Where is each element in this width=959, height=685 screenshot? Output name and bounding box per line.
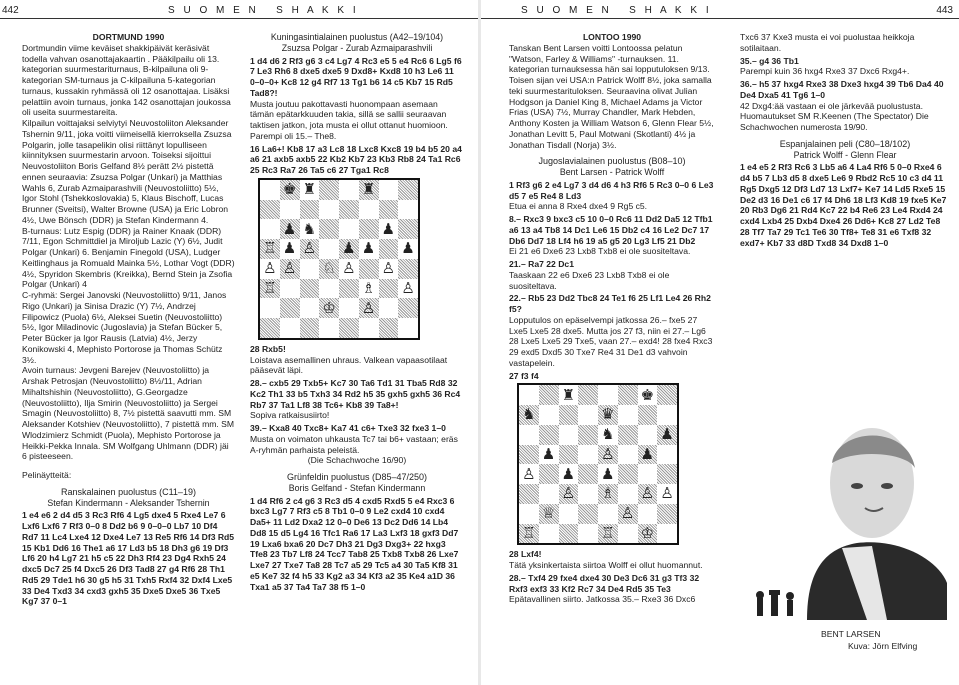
board-square bbox=[398, 239, 418, 259]
board-square bbox=[398, 259, 418, 279]
annotation: Ei 21 e6 Dxe6 23 Lxb8 Txb8 ei ole suositeltava. bbox=[509, 246, 691, 257]
chess-piece: ♘ bbox=[322, 259, 336, 278]
board-square bbox=[379, 219, 399, 239]
paragraph: C-ryhmä: Sergei Janovski (Neuvostoliitto) 9/11, Janos Rigo (Unkari) ja Sinisa Drazic (Y) 7½, Andrzej Filipowicz (Puola) 6½, Aleksei Suetin (Neuvostoliitto) 5½, Igor Miladinovic (Jugoslavia) ja Stefan Bücker 5, Peter Bücker ja Igor Rausis (Latvia) 4½, Jerzy Konikowski 4, Mephisto Portorose ja Thomas Schütz 3½. bbox=[22, 290, 229, 365]
board-square bbox=[519, 484, 539, 504]
board-square bbox=[519, 504, 539, 524]
source-note: (Die Schachwoche 16/90) bbox=[307, 455, 407, 466]
board-square bbox=[598, 504, 618, 524]
board-square bbox=[339, 279, 359, 299]
chess-piece: ♟ bbox=[660, 425, 674, 444]
board-square bbox=[280, 298, 300, 318]
board-square bbox=[260, 239, 280, 259]
chess-piece: ♔ bbox=[640, 523, 655, 542]
board-square bbox=[280, 259, 300, 279]
chess-diagram bbox=[258, 178, 420, 340]
chess-piece: ♙ bbox=[381, 259, 396, 278]
game-players: Boris Gelfand - Stefan Kindermann bbox=[288, 482, 426, 493]
board-square bbox=[618, 425, 638, 445]
board-square bbox=[260, 318, 280, 338]
chess-piece: ♙ bbox=[620, 504, 635, 523]
board-square bbox=[300, 239, 320, 259]
board-square bbox=[638, 425, 658, 445]
board-square bbox=[319, 279, 339, 299]
board-square bbox=[638, 464, 658, 484]
board-square bbox=[300, 298, 320, 318]
board-square bbox=[539, 385, 559, 405]
article-heading: DORTMUND 1990 bbox=[92, 32, 165, 42]
board-square bbox=[559, 385, 579, 405]
board-square bbox=[638, 445, 658, 465]
board-square bbox=[657, 524, 677, 544]
board-square bbox=[339, 239, 359, 259]
game-moves: 1 d4 Rf6 2 c4 g6 3 Rc3 d5 4 cxd5 Rxd5 5 e4 Rxc3 6 bxc3 Lg7 7 Rf3 c5 8 Tb1 0–0 9 Le2 cxd4 10 cxd4 Da5+ 11 Ld2 Dxa2 12 0–0 Dе6 13 Dc2 Dd6 14 Lb4 Dd8 15 d5 Lg4 16 Tfc1 Ra6 17 La3 Lxf3 18 gxf3 Dd7 19 Lxa6 bxa6 20 Dc7 Dh3 21 Dg3 Dxg3+ 22 hxg3 Tfe8 23 Tb7 Lf8 24 Tcc7 Tab8 25 Txb8 Txb8 26 Lxe7 Lxe7 27 Txe7 Ta8 28 Tc7 a5 29 Tc5 a4 30 Ta5 Kf8 31 e5 Ke7 32 f4 h5 33 Kg2 a3 34 Kf3 a2 35 Ke4 a1D 36 Txa1 a5 37 Ta4 Ta7 38 f5 1–0 bbox=[250, 495, 461, 592]
board-square bbox=[559, 425, 579, 445]
magazine-title-left: S U O M E N S H A K K I bbox=[168, 5, 359, 16]
board-square bbox=[260, 219, 280, 239]
chess-piece: ♟ bbox=[561, 464, 576, 483]
annotation: Musta joutuu pakottavasti huonompaan asemaan tämän epätarkkuuden takia, sillä se sallii seuraavan taktisen jatkon, jota musta ei ollut ottanut huomioon. Parempi oli 15.– The8. bbox=[250, 98, 451, 141]
board-square bbox=[519, 445, 539, 465]
annotation: Musta on voimaton uhkausta Tc7 tai b6+ vastaan; eräs A-ryhmän parhaista peleistä. bbox=[250, 433, 460, 455]
board-square bbox=[638, 385, 658, 405]
board-square bbox=[598, 385, 618, 405]
board-square bbox=[578, 504, 598, 524]
board-square bbox=[359, 259, 379, 279]
board-square bbox=[539, 464, 559, 484]
board-square bbox=[657, 445, 677, 465]
board-square bbox=[657, 464, 677, 484]
diagram-caption: 28 Lxf4! bbox=[509, 549, 542, 560]
board-square bbox=[280, 239, 300, 259]
chess-piece: ♟ bbox=[361, 239, 376, 258]
board-square bbox=[519, 464, 539, 484]
game-title: Ranskalainen puolustus (C11–19) bbox=[61, 486, 196, 497]
board-square bbox=[280, 279, 300, 299]
photo-caption: BENT LARSEN bbox=[821, 629, 881, 639]
game-moves: 28.– cxb5 29 Txb5+ Kc7 30 Ta6 Td1 31 Tba5 Rd8 32 Kc2 Th1 33 b5 Txh3 34 Rd2 h5 35 gxh5 gxh5 36 Rc4 Rb7 37 Ta1 Lf8 38 Tc6+ Kb8 39 Ta8+! bbox=[250, 378, 463, 410]
game-players: Stefan Kindermann - Aleksander Tshernin bbox=[47, 497, 210, 508]
chess-piece: ♙ bbox=[282, 259, 297, 278]
board-square bbox=[359, 239, 379, 259]
board-square bbox=[339, 200, 359, 220]
annotation: Lopputulos on epäselvempi jatkossa 26.– fxe5 27 Lxe5 Lxe5 28 dxe5. Mutta jos 27 f3, niin ei 27.– Lg6 28 Lxe5 Lxe5 29 Txe5, vaan 27.– exd4! 28 fxe4 Rxc3 29 exd5 Dxd5 30 Txe7 Re4 31 De1 d3 vahvoin vastapelein. bbox=[509, 314, 715, 368]
board-square bbox=[598, 464, 618, 484]
board-square bbox=[618, 445, 638, 465]
game-players: Zsuzsa Polgar - Zurab Azmaiparashvili bbox=[281, 42, 433, 53]
annotation: Tätä yksinkertaista siirtoa Wolff ei ollut huomannut. bbox=[509, 560, 703, 570]
board-square bbox=[379, 239, 399, 259]
board-square bbox=[280, 200, 300, 220]
chess-piece: ♟ bbox=[401, 239, 415, 258]
chess-piece: ♙ bbox=[361, 298, 376, 317]
annotation: Sopiva ratkaisusiirto! bbox=[250, 410, 330, 421]
chess-piece: ♕ bbox=[541, 504, 556, 523]
game-players: Patrick Wolff - Glenn Flear bbox=[793, 149, 897, 160]
game-column bbox=[740, 32, 950, 248]
chess-piece: ♗ bbox=[361, 278, 376, 297]
board-square bbox=[638, 484, 658, 504]
chess-piece: ♚ bbox=[640, 385, 655, 404]
board-square bbox=[539, 504, 559, 524]
annotation: Parempi kuin 36 hxg4 Rxe3 37 Dxc6 Rxg4+. bbox=[740, 66, 910, 77]
game-title: Espanjalainen peli (C80–18/102) bbox=[779, 138, 911, 149]
portrait-image bbox=[747, 408, 947, 620]
board-square bbox=[657, 425, 677, 445]
diagram-caption: 28 Rxb5! bbox=[250, 343, 286, 354]
chess-piece: ♟ bbox=[282, 239, 297, 258]
game-column bbox=[250, 32, 464, 592]
board-square bbox=[578, 385, 598, 405]
board-square bbox=[379, 180, 399, 200]
game-moves: 1 e4 e6 2 d4 d5 3 Rc3 Rf6 4 Lg5 dxe4 5 Rxe4 Le7 6 Lxf6 Lxf6 7 Rf3 0–0 8 Dd2 b6 9 0–0–0 Lb7 10 Df4 Rd7 11 Lc4 Lxe4 12 Dxe4 Le7 13 Re5 Rf6 14 Df3 Rd5 15 Kb1 Dd6 16 The1 a6 17 Ld3 b5 18 Dh3 g6 19 Df3 Lf6 20 h4 Lg7 21 h5 c5 22 Dh3 Rf4 23 Dg4 Rxh5 24 dxc5 Dc7 25 f4 Dxc5 26 Df3 Tad8 27 g4 Rf6 28 Th1 Rd5 29 Tde1 h6 30 g5 h5 31 Txh5 Rxf4 32 Dxf4 Lxe5 33 De4 Txd3 34 cxd3 gxh5 35 Dxe5 Dxe5 36 Txe5 Kg7 37 0–1 bbox=[22, 510, 237, 607]
board-square bbox=[359, 219, 379, 239]
game-moves: 28.– Txf4 29 fxe4 dxe4 30 De3 Dc6 31 g3 Tf3 32 Rxf3 exf3 33 Kf2 Rc7 34 De4 Rd5 35 Te3 bbox=[509, 572, 702, 594]
board-square bbox=[300, 279, 320, 299]
board-square bbox=[398, 219, 418, 239]
board-square bbox=[638, 524, 658, 544]
chess-piece: ♙ bbox=[302, 239, 317, 258]
game-title: Kuningasintialainen puolustus (A42–19/104) bbox=[270, 32, 444, 42]
chess-piece: ♙ bbox=[601, 444, 615, 463]
game-moves: 39.– Kxa8 40 Txc8+ Ka7 41 c6+ Txe3 32 fxe3 1–0 bbox=[250, 423, 446, 433]
board-square bbox=[398, 180, 418, 200]
board-square bbox=[319, 180, 339, 200]
chess-diagram bbox=[517, 383, 679, 545]
annotation: Epätavallinen siirto. Jatkossa 35.– Rxe3 36 Dxc6 bbox=[509, 594, 696, 605]
board-square bbox=[618, 484, 638, 504]
chess-piece: ♟ bbox=[640, 444, 655, 463]
chess-piece: ♟ bbox=[381, 219, 396, 238]
board-square bbox=[319, 318, 339, 338]
board-square bbox=[280, 219, 300, 239]
header-rule bbox=[0, 18, 478, 19]
board-square bbox=[559, 484, 579, 504]
board-square bbox=[319, 298, 339, 318]
board-square bbox=[379, 318, 399, 338]
board-square bbox=[280, 318, 300, 338]
board-square bbox=[657, 405, 677, 425]
left-page bbox=[0, 0, 478, 685]
board-square bbox=[539, 445, 559, 465]
board-square bbox=[280, 180, 300, 200]
chess-piece: ♖ bbox=[601, 523, 615, 542]
chess-piece: ♜ bbox=[361, 180, 376, 199]
page-number: 442 bbox=[2, 5, 19, 16]
board-square bbox=[339, 259, 359, 279]
sample-label: Pelinäytteitä: bbox=[22, 470, 72, 480]
board-square bbox=[359, 318, 379, 338]
board-square bbox=[319, 219, 339, 239]
game-players: Bent Larsen - Patrick Wolff bbox=[559, 167, 665, 177]
article-heading: LONTOO 1990 bbox=[582, 32, 642, 42]
board-square bbox=[300, 180, 320, 200]
game-moves: 21.– Ra7 22 Dc1 bbox=[509, 259, 574, 269]
board-square bbox=[578, 464, 598, 484]
chess-piece: ♖ bbox=[263, 278, 277, 297]
board-square bbox=[578, 405, 598, 425]
board-square bbox=[559, 504, 579, 524]
magazine-title-right: S U O M E N S H A K K I bbox=[521, 5, 712, 16]
chess-piece: ♖ bbox=[522, 523, 536, 542]
chess-piece: ♚ bbox=[282, 180, 297, 199]
annotation: Etua ei anna 8 Rxe4 dxe4 9 Rg5 c5. bbox=[509, 201, 648, 212]
paragraph: Kilpailun voittajaksi selviytyi Neuvostoliiton Aleksander Tshernin 9/11, joka voitti viimeisellä kierroksella Zsuzsa Polgarin, jolle tasapelikin olisi riittänyt lopulliseen kiinnityksen suurmestarin arvoon. Toiseksi sijoittui Neuvostoliiton Boris Gelfand 8½ perätt 2½ pistettä ennen seuraavia: Zsuzsa Polgar (Unkari) ja Matthias Wahls 6, Zurab Azmaiparashvili (Neuvostoliitto) 5½, Igor Stohl (Tshekkoslovakia) 5, Klaus Bischoff, Lucas Brunner (Sveitsi), Walter Browne (USA) ja Eric Lobron 4½, Uwe Bönsch (DDR) ja Stefan Kindermann 4. bbox=[22, 118, 234, 225]
board-square bbox=[319, 259, 339, 279]
board-square bbox=[519, 385, 539, 405]
board-square bbox=[578, 524, 598, 544]
board-square bbox=[559, 405, 579, 425]
article-column bbox=[22, 32, 235, 607]
header-rule bbox=[481, 18, 959, 19]
board-square bbox=[638, 405, 658, 425]
game-moves: 1 d4 d6 2 Rf3 g6 3 c4 Lg7 4 Rc3 e5 5 e4 Rc6 6 Lg5 f6 7 Le3 Rh6 8 dxe5 dxe5 9 Dxd8+ Kxd8 10 h3 Le6 11 0–0–0+ Kc8 12 g4 Rf7 13 Tg1 b6 14 c5 Kb7 15 Rd5 Tad8?! bbox=[250, 55, 464, 98]
game-moves: 1 Rf3 g6 2 e4 Lg7 3 d4 d6 4 h3 Rf6 5 Rc3 0–0 6 Le3 d5 7 e5 Re4 8 Ld3 bbox=[509, 179, 716, 201]
article-column bbox=[509, 32, 715, 605]
chess-piece: ♟ bbox=[541, 444, 556, 463]
board-square bbox=[339, 318, 359, 338]
board-square bbox=[539, 484, 559, 504]
board-square bbox=[319, 239, 339, 259]
game-title: Jugoslavialainen puolustus (B08–10) bbox=[538, 156, 686, 167]
board-square bbox=[260, 200, 280, 220]
board-square bbox=[519, 524, 539, 544]
board-square bbox=[618, 464, 638, 484]
board-square bbox=[339, 219, 359, 239]
chess-piece: ♙ bbox=[401, 278, 415, 297]
board-square bbox=[260, 259, 280, 279]
chess-piece: ♟ bbox=[342, 239, 356, 258]
paragraph: B-turnaus: Lutz Espig (DDR) ja Rainer Knaak (DDR) 7/11, Egon Schmittdiel ja Miroljub Lazic (Y) 6½, Judit Polgar (Unkari) 6. Benjamin Finegold (USA), Ludger Keitlinghaus ja Romuald Mainka 5½, Lothar Vogt (DDR) 4½, Spyridon Skembris (Kreikka), Bernd Stein ja Zsofia Polgar (Unkari) 4 bbox=[22, 225, 237, 290]
game-moves: 22.– Rb5 23 Dd2 Tbc8 24 Te1 f6 25 Lf1 Le4 26 Rh2 f5? bbox=[509, 293, 714, 314]
board-square bbox=[398, 279, 418, 299]
chess-piece: ♙ bbox=[660, 484, 674, 503]
board-square bbox=[379, 259, 399, 279]
board-square bbox=[359, 279, 379, 299]
photo-credit: Kuva: Jörn Elfving bbox=[848, 641, 918, 651]
chess-piece: ♙ bbox=[263, 259, 277, 278]
board-square bbox=[598, 484, 618, 504]
chess-piece: ♞ bbox=[302, 219, 317, 238]
chess-piece: ♞ bbox=[601, 425, 615, 444]
board-square bbox=[519, 425, 539, 445]
chess-piece: ♛ bbox=[601, 405, 615, 424]
game-moves: 27 f3 f4 bbox=[509, 370, 539, 381]
board-square bbox=[539, 405, 559, 425]
board-square bbox=[618, 524, 638, 544]
board-square bbox=[559, 445, 579, 465]
chess-piece: ♗ bbox=[601, 484, 615, 503]
board-square bbox=[559, 524, 579, 544]
board-square bbox=[618, 385, 638, 405]
board-square bbox=[539, 524, 559, 544]
board-square bbox=[598, 445, 618, 465]
game-moves: 36.– h5 37 hxg4 Rxe3 38 Dxe3 hxg4 39 Tb6 Da4 40 De4 Dxa5 41 Tg6 1–0 bbox=[740, 79, 946, 100]
board-square bbox=[300, 219, 320, 239]
chess-piece: ♞ bbox=[522, 405, 536, 424]
board-square bbox=[339, 298, 359, 318]
game-moves: 35.– g4 36 Tb1 bbox=[740, 55, 799, 66]
board-square bbox=[519, 405, 539, 425]
annotation: Taaskaan 22 e6 Dxe6 23 Lxb8 Txb8 ei ole suositeltava. bbox=[509, 269, 672, 291]
board-square bbox=[319, 200, 339, 220]
board-square bbox=[598, 524, 618, 544]
board-square bbox=[578, 484, 598, 504]
chess-piece: ♜ bbox=[302, 180, 317, 199]
game-moves: 8.– Rxc3 9 bxc3 c5 10 0–0 Rc6 11 Dd2 Da5 12 Tfb1 a6 13 a4 Tb8 14 Dc1 Le6 15 Db2 c4 16 Le2 Dc7 17 Db6 Dd7 18 Lf4 h6 19 a5 g5 20 Lg3 Lf5 21 Db2 bbox=[509, 214, 715, 246]
paragraph: Avoin turnaus: Jevgeni Barejev (Neuvostoliitto) ja Arshak Petrosjan (Neuvostoliitto) 8½/11, Adrian Mihaltshishin (Neuvostoliitto), G.Georgadze (Neuvostoliitto), Ilja Smirin (Neuvostoliitto) ja Sergei Smagin (Neuvostoliitto) 8, 7½ pistettä saavutti mm. SM Aleksander Kotshiev (Neuvostoliitto), 7 pistettä mm. SM Wlodzimierz Schmidt (Puola), Mephisto Portorose ja Heikki-Pekka Innala. SM Wolfgang Uhlmann (DDR) jäi 6 pisteeseen. bbox=[22, 365, 237, 462]
board-square bbox=[379, 279, 399, 299]
game-title: Grünfeldin puolustus (D85–47/250) bbox=[286, 472, 428, 482]
chess-piece: ♙ bbox=[561, 484, 576, 503]
board-square bbox=[359, 298, 379, 318]
chess-piece: ♙ bbox=[342, 259, 356, 278]
board-square bbox=[260, 298, 280, 318]
game-moves: 1 e4 e5 2 Rf3 Rc6 3 Lb5 a6 4 La4 Rf6 5 0–0 Rxe4 6 d4 b5 7 Lb3 d5 8 dxe5 Le6 9 Rbd2 Rc5 10 c3 d4 11 Rg5 Dxg5 12 Df3 Ld7 13 Lxf7+ Ke7 14 Ld5 Rxe5 15 De2 d3 16 De1 c6 17 f4 Dh6 18 Lf3 Kd8 19 fxe5 Ke7 20 Rb3 Dg6 21 Rd4 Kc7 22 b4 Re6 23 Le4 Rxd4 24 cxd4 Lxb4 25 Dxb4 Dxe4 26 Dd6+ Kc8 27 Ld2 Te8 28 Tf7 Ta7 29 Tc1 Te6 30 Tf8+ Te8 31 e6 Txf8 32 exd7+ Kb7 33 d8D Txd8 34 Dxd8 1–0 bbox=[740, 162, 949, 248]
board-square bbox=[598, 405, 618, 425]
board-square bbox=[339, 180, 359, 200]
annotation: Txc6 37 Kxe3 musta ei voi puolustaa heikkoja sotilaitaan. bbox=[740, 32, 917, 53]
board-square bbox=[398, 298, 418, 318]
board-square bbox=[657, 504, 677, 524]
board-square bbox=[559, 464, 579, 484]
player-photo bbox=[747, 408, 947, 620]
annotation: 42 Dxg4:ää vastaan ei ole järkevää puolustusta. Huomautukset SM R.Keenen (The Spectator) Die Schachwochen numerosta 19/90. bbox=[740, 100, 932, 132]
chess-piece: ♙ bbox=[640, 484, 655, 503]
chess-piece: ♟ bbox=[601, 464, 615, 483]
board-square bbox=[379, 298, 399, 318]
paragraph: Dortmundin viime keväiset shakkipäivät keräsivät todella vahvan osanottajakaartin . Pääkilpailu oli 13. kategorian suurmestariturnaus, B-kilpailuna oli 9-kategorian SM-turnaus ja C-kilpailuna 5-kategorian turnaus, kussakin ryhmässä oli 12 osanottajaa. Lisäksi pelattiin avoin turnaus, jonka 142 osanottajan joukossa oli useita suurmestareita. bbox=[22, 42, 234, 118]
board-square bbox=[300, 259, 320, 279]
board-square bbox=[260, 279, 280, 299]
board-square bbox=[578, 425, 598, 445]
board-square bbox=[300, 318, 320, 338]
board-square bbox=[598, 425, 618, 445]
chess-piece: ♜ bbox=[561, 385, 576, 404]
chess-piece: ♟ bbox=[282, 219, 297, 238]
chess-piece: ♙ bbox=[522, 464, 536, 483]
board-square bbox=[359, 180, 379, 200]
board-square bbox=[260, 180, 280, 200]
board-square bbox=[657, 385, 677, 405]
page-number: 443 bbox=[936, 5, 953, 16]
board-square bbox=[618, 405, 638, 425]
board-square bbox=[657, 484, 677, 504]
board-square bbox=[379, 200, 399, 220]
chess-piece: ♖ bbox=[263, 239, 277, 258]
board-square bbox=[359, 200, 379, 220]
annotation: Loistava asemallinen uhraus. Valkean vapaasotilaat pääsevät läpi. bbox=[250, 354, 450, 376]
board-square bbox=[618, 504, 638, 524]
board-square bbox=[398, 318, 418, 338]
board-square bbox=[398, 200, 418, 220]
board-square bbox=[539, 425, 559, 445]
game-moves: 16 La6+! Kb8 17 a3 Lc8 18 Lxc8 Kxc8 19 b4 b5 20 a4 a6 21 axb5 axb5 22 Kb2 Kb7 23 Kb3 Rb8 24 Ta1 Rc6 25 Rc3 Ra7 26 Ta5 c6 27 Tga1 Rc8 bbox=[250, 143, 465, 175]
paragraph: Tanskan Bent Larsen voitti Lontoossa pelatun "Watson, Farley & Williams" -turnauksen. 11. kategorian turnauksessa hän sai lopputuloksen 9/13. Toisen sijan vei USA:n Patrick Wolff 8½, joka samalla teki suurmestarituloksen. Seuraavina olivat Julian Hodgson ja Daniel King 8, Michael Adams ja Victor Frias (USA) 7½, Murray Chandler, Mark Hebden, Anthony Kosten ja William Watson 6, Glenn Flear 5½, Jonathan Levitt 5, Paul Motwani (Skotlanti) 4½ ja Jonathan Tisdall (Norja) 3½. bbox=[509, 42, 716, 150]
board-square bbox=[300, 200, 320, 220]
board-square bbox=[578, 445, 598, 465]
chess-piece: ♔ bbox=[322, 298, 336, 317]
board-square bbox=[638, 504, 658, 524]
